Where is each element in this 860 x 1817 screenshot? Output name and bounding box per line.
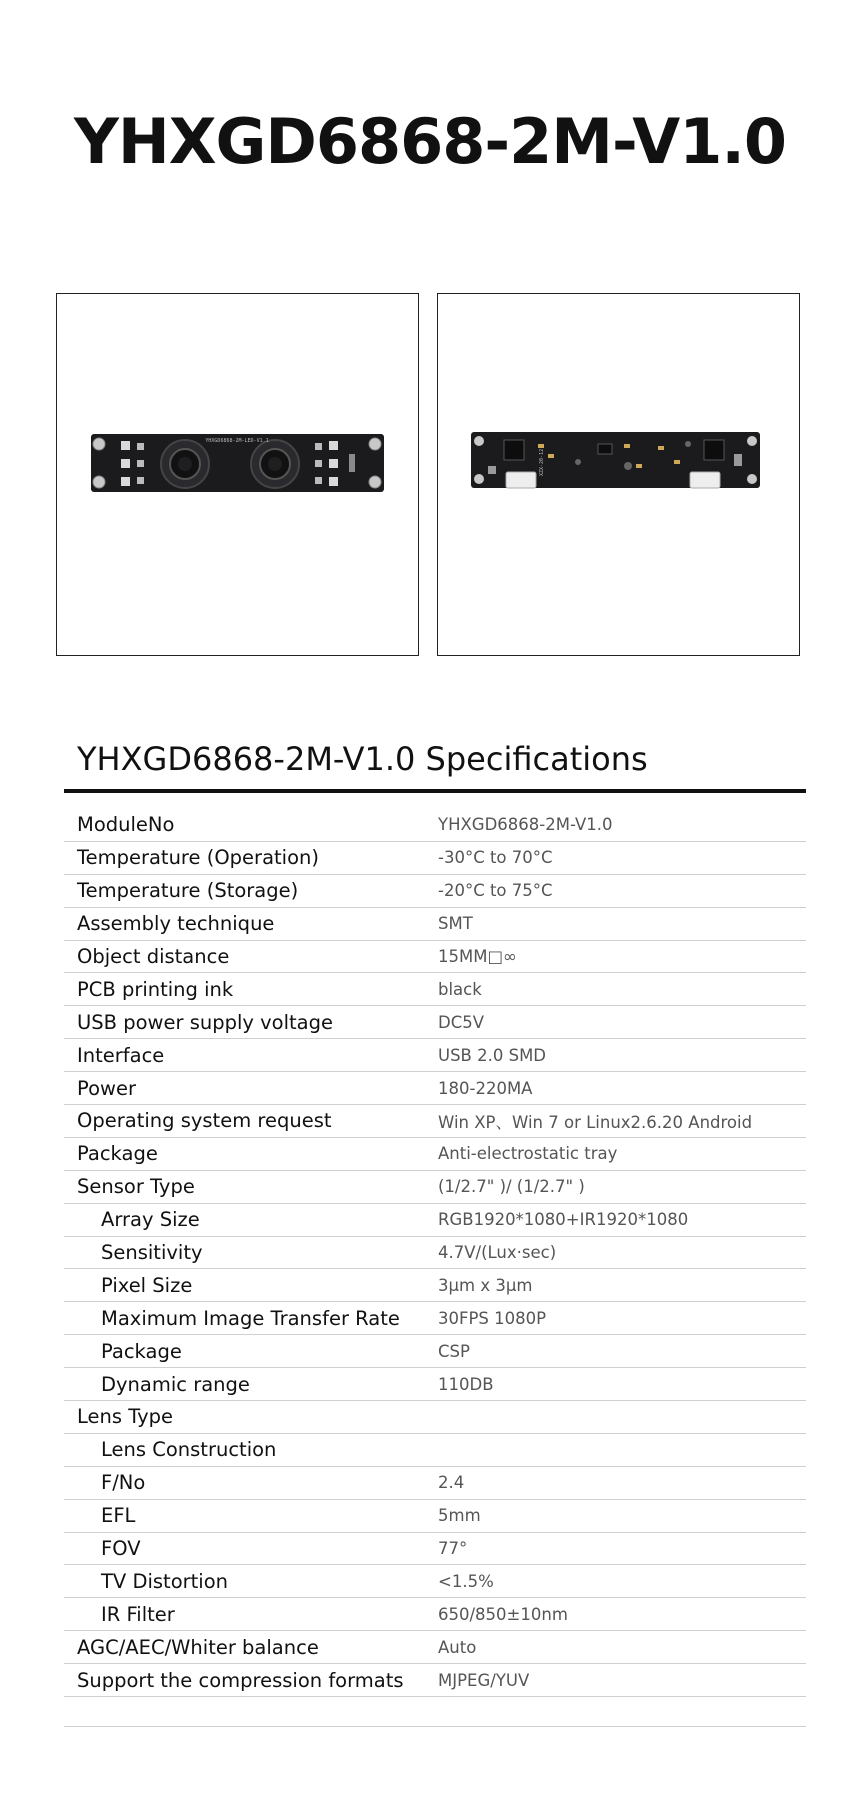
spec-label: Sensor Type [77,1175,195,1199]
spec-value: -20°C to 75°C [438,881,553,901]
spec-label: Interface [77,1043,165,1067]
front-board-photo [56,293,419,656]
spec-label: TV Distortion [101,1569,228,1593]
spec-value: RGB1920*1080+IR1920*1080 [438,1210,689,1230]
spec-row-pcb-printing-ink [64,973,806,1006]
spec-row-module-no [64,809,806,842]
spec-row-sensitivity [64,1237,806,1270]
spec-value: SMT [438,914,473,934]
spec-label: Power [77,1076,136,1100]
spec-label: Dynamic range [101,1372,250,1396]
spec-value: 5mm [438,1506,481,1526]
spec-value: USB 2.0 SMD [438,1045,547,1065]
front-board-illustration [57,294,418,655]
spec-row-temperature-operation [64,842,806,875]
spec-value: 2.4 [438,1473,465,1493]
spec-row-sensor-type [64,1171,806,1204]
spec-value: -30°C to 70°C [438,848,553,868]
spec-label: Sensitivity [101,1241,203,1265]
spec-row-dynamic-range [64,1368,806,1401]
front-board-marking: YHXGD6868-2M-LED-V1.1 [205,438,269,444]
spec-label: F/No [101,1471,146,1495]
spec-label: IR Filter [101,1602,175,1626]
spec-row-max-image-transfer-rate [64,1302,806,1335]
spec-row-f-no [64,1467,806,1500]
spec-row-ir-filter [64,1598,806,1631]
specifications-heading: YHXGD6868-2M-V1.0 Specifications [77,740,648,778]
spec-label: Object distance [77,945,230,968]
spec-row-object-distance [64,941,806,974]
spec-value: Win XP、Win 7 or Linux2.6.20 Android [438,1112,753,1132]
spec-label: Assembly technique [77,912,275,936]
bottom-divider [64,1726,806,1727]
spec-row-sensor-package [64,1335,806,1368]
spec-label: AGC/AEC/Whiter balance [77,1635,319,1659]
spec-label: Lens Type [77,1405,174,1429]
spec-row-lens-construction [64,1434,806,1467]
spec-value: <1.5% [438,1571,494,1591]
spec-label: ModuleNo [77,813,175,837]
spec-row-agc-aec-white-balance [64,1631,806,1664]
spec-row-array-size [64,1204,806,1237]
spec-value: (1/2.7" )/ (1/2.7" ) [438,1177,585,1197]
spec-row-lens-type [64,1401,806,1434]
spec-label: Maximum Image Transfer Rate [101,1306,400,1330]
spec-value: 180-220MA [438,1078,533,1098]
spec-label: Array Size [101,1208,200,1232]
spec-label: PCB printing ink [77,977,234,1001]
spec-row-operating-system-request [64,1105,806,1138]
spec-label: FOV [101,1537,141,1561]
spec-value: black [438,979,482,999]
spec-label: Package [77,1142,158,1166]
back-board-photo [437,293,800,656]
spec-value: 650/850±10nm [438,1604,568,1624]
spec-label: Temperature (Operation) [77,846,319,870]
back-board-marking: XZX-20-12 [539,448,545,476]
spec-row-efl [64,1500,806,1533]
spec-value: 77° [438,1539,468,1559]
spec-row-usb-power-supply-voltage [64,1006,806,1039]
spec-label: Lens Construction [101,1438,277,1462]
spec-value: 30FPS 1080P [438,1308,547,1328]
page-title: YHXGD6868-2M-V1.0 [73,105,787,178]
spec-value: 15MM□∞ [438,947,517,966]
spec-row-compression-formats [64,1664,806,1697]
spec-value: 4.7V/(Lux·sec) [438,1243,557,1263]
back-board-illustration [438,294,799,655]
spec-row-fov [64,1533,806,1566]
spec-label: Temperature (Storage) [77,879,299,903]
spec-row-package [64,1138,806,1171]
spec-row-temperature-storage [64,875,806,908]
spec-label: Pixel Size [101,1273,193,1297]
spec-row-power [64,1072,806,1105]
spec-row-pixel-size [64,1269,806,1302]
spec-label: USB power supply voltage [77,1010,333,1034]
spec-label: Package [101,1339,182,1363]
spec-label: Support the compression formats [77,1668,404,1692]
heading-divider [64,789,806,793]
spec-value: YHXGD6868-2M-V1.0 [438,815,613,835]
spec-row-interface [64,1039,806,1072]
spec-value: 110DB [438,1374,494,1394]
spec-value: DC5V [438,1012,485,1032]
spec-value: CSP [438,1341,470,1361]
spec-value: 3μm x 3μm [438,1275,533,1295]
spec-value: Anti-electrostatic tray [438,1144,618,1164]
spec-label: EFL [101,1504,136,1528]
spec-row-tv-distortion [64,1565,806,1598]
spec-value: MJPEG/YUV [438,1670,530,1690]
spec-value: Auto [438,1637,477,1657]
specifications-table [64,809,806,1697]
spec-label: Operating system request [77,1109,332,1133]
spec-row-assembly-technique [64,908,806,941]
